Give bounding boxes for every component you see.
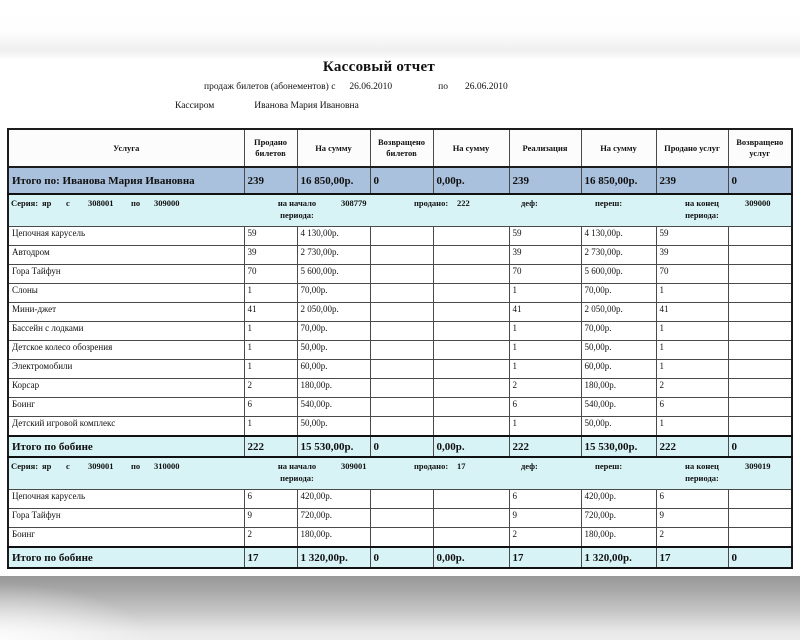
col-header-sold-tickets: Продано билетов [244, 129, 297, 167]
col-header-service: Услуга [8, 129, 244, 167]
cell [728, 265, 792, 284]
table-row [8, 398, 792, 417]
cell [728, 360, 792, 379]
cell [433, 417, 509, 437]
table-row [8, 509, 792, 528]
total-cell: 1 320,00р. [581, 547, 656, 568]
cell: 70,00р. [581, 322, 656, 341]
grand-total-cell: 16 850,00р. [581, 167, 656, 194]
po-label: по [438, 82, 448, 92]
grand-total-cell: 239 [656, 167, 728, 194]
total-cell: 222 [656, 436, 728, 457]
cell: 5 600,00р. [297, 265, 370, 284]
cell: 70,00р. [297, 284, 370, 303]
cell: 59 [509, 227, 581, 246]
service-name: Цепочная карусель [8, 490, 244, 509]
series-sold-value: 17 [457, 461, 466, 471]
cell: 540,00р. [297, 398, 370, 417]
section-total-row-1 [8, 436, 792, 457]
service-name: Автодром [8, 246, 244, 265]
page-title: Кассовый отчет [322, 59, 436, 75]
series-name: яр [42, 461, 52, 471]
service-name: Боинг [8, 398, 244, 417]
cell: 9 [509, 509, 581, 528]
report-subtitle [204, 82, 508, 92]
cell [728, 398, 792, 417]
grand-total-row [8, 167, 792, 194]
cashier-name: Иванова Мария Ивановна [254, 101, 359, 111]
cell [370, 322, 433, 341]
col-header-sold-services: Продано услуг [656, 129, 728, 167]
cell [433, 303, 509, 322]
cell: 1 [244, 360, 297, 379]
cell [370, 246, 433, 265]
cell: 60,00р. [297, 360, 370, 379]
cell: 1 [244, 417, 297, 437]
cell [728, 227, 792, 246]
service-name: Корсар [8, 379, 244, 398]
cell [370, 303, 433, 322]
service-name: Цепочная карусель [8, 227, 244, 246]
cell: 70,00р. [297, 322, 370, 341]
service-name: Мини-джет [8, 303, 244, 322]
cell: 50,00р. [581, 417, 656, 437]
cell [433, 398, 509, 417]
cell [433, 379, 509, 398]
table-row [8, 284, 792, 303]
series-sold-label: продано: [414, 198, 449, 208]
total-cell: 1 320,00р. [297, 547, 370, 568]
cell [370, 284, 433, 303]
cell [433, 246, 509, 265]
cell: 59 [656, 227, 728, 246]
section-total-label: Итого по бобине [8, 436, 244, 457]
cell: 2 050,00р. [297, 303, 370, 322]
cell: 2 [244, 379, 297, 398]
total-cell: 0,00р. [433, 436, 509, 457]
cell [433, 528, 509, 548]
table-row [8, 379, 792, 398]
service-name: Боинг [8, 528, 244, 548]
table-row [8, 246, 792, 265]
cell [370, 417, 433, 437]
table-row [8, 322, 792, 341]
cell: 6 [244, 398, 297, 417]
cell: 60,00р. [581, 360, 656, 379]
cell: 39 [509, 246, 581, 265]
series-from-value: 309001 [88, 461, 114, 471]
cell [370, 490, 433, 509]
cell: 1 [244, 284, 297, 303]
total-cell: 0 [728, 547, 792, 568]
cell: 420,00р. [297, 490, 370, 509]
table-row [8, 360, 792, 379]
cell: 50,00р. [581, 341, 656, 360]
cell: 180,00р. [581, 379, 656, 398]
total-cell: 15 530,00р. [297, 436, 370, 457]
table-row [8, 303, 792, 322]
cell [728, 246, 792, 265]
cell [370, 341, 433, 360]
series-from-label: с [66, 198, 70, 208]
cell [370, 398, 433, 417]
cell [728, 509, 792, 528]
series-def-label: деф: [521, 198, 538, 208]
series-label: Серия: [11, 198, 39, 208]
cell: 41 [656, 303, 728, 322]
col-header-returned-tickets: Возвращено билетов [370, 129, 433, 167]
cell: 1 [509, 341, 581, 360]
cell: 39 [244, 246, 297, 265]
header-row [8, 129, 792, 167]
service-name: Гора Тайфун [8, 509, 244, 528]
series-peresh-label: переш: [595, 198, 623, 208]
total-cell: 17 [656, 547, 728, 568]
cell: 70 [244, 265, 297, 284]
series-name: яр [42, 198, 52, 208]
cell: 70 [656, 265, 728, 284]
series-start-value: 308779 [341, 198, 367, 208]
total-cell: 0 [370, 547, 433, 568]
col-header-sum-1: На сумму [297, 129, 370, 167]
grand-total-cell: 239 [244, 167, 297, 194]
table-row [8, 417, 792, 437]
cell: 720,00р. [297, 509, 370, 528]
series-from-value: 308001 [88, 198, 114, 208]
total-cell: 17 [244, 547, 297, 568]
cell: 4 130,00р. [297, 227, 370, 246]
grand-total-cell: 239 [509, 167, 581, 194]
grand-total-cell: 0 [370, 167, 433, 194]
series-sold-label: продано: [414, 461, 449, 471]
cell: 2 730,00р. [581, 246, 656, 265]
cell [728, 303, 792, 322]
series-to-value: 310000 [154, 461, 180, 471]
series-start-value: 309001 [341, 461, 367, 471]
series-peresh-label: переш: [595, 461, 623, 471]
cell: 420,00р. [581, 490, 656, 509]
cell: 41 [244, 303, 297, 322]
cell: 70,00р. [581, 284, 656, 303]
cell: 1 [656, 417, 728, 437]
cell: 1 [509, 360, 581, 379]
cell: 1 [656, 284, 728, 303]
series-end-label: на конец периода: [685, 461, 719, 483]
cell: 59 [244, 227, 297, 246]
series-po-label: по [131, 461, 141, 471]
cell: 180,00р. [581, 528, 656, 548]
cell: 4 130,00р. [581, 227, 656, 246]
cell: 5 600,00р. [581, 265, 656, 284]
series-start-label: на начало периода: [277, 198, 317, 220]
cell: 540,00р. [581, 398, 656, 417]
total-cell: 222 [509, 436, 581, 457]
total-cell: 15 530,00р. [581, 436, 656, 457]
cell: 720,00р. [581, 509, 656, 528]
cell: 2 [509, 379, 581, 398]
grand-total-label: Итого по: Иванова Мария Ивановна [8, 167, 244, 194]
cell [433, 227, 509, 246]
cell: 1 [244, 341, 297, 360]
cell [728, 379, 792, 398]
col-header-returned-services: Возвращено услуг [728, 129, 792, 167]
cell: 50,00р. [297, 417, 370, 437]
date-to: 26.06.2010 [465, 82, 508, 92]
service-name: Детское колесо обозрения [8, 341, 244, 360]
cell: 1 [656, 360, 728, 379]
total-cell: 0 [370, 436, 433, 457]
cell: 2 [509, 528, 581, 548]
cell [433, 509, 509, 528]
cell [433, 360, 509, 379]
cell [370, 227, 433, 246]
date-from: 26.06.2010 [349, 82, 393, 92]
series-start-label: на начало периода: [277, 461, 317, 483]
table-row [8, 227, 792, 246]
cell: 6 [656, 398, 728, 417]
service-name: Слоны [8, 284, 244, 303]
cell [728, 284, 792, 303]
series-from-label: с [66, 461, 70, 471]
cell: 6 [656, 490, 728, 509]
cell: 1 [509, 284, 581, 303]
series-end-value: 309019 [745, 461, 771, 471]
table-row [8, 490, 792, 509]
cell [433, 284, 509, 303]
service-name: Бассейн с лодками [8, 322, 244, 341]
cell: 2 [656, 528, 728, 548]
cell: 70 [509, 265, 581, 284]
cashier-line [175, 101, 359, 111]
page-top-sheen [0, 0, 800, 58]
cash-report-table [7, 128, 793, 569]
series-po-label: по [131, 198, 141, 208]
series-end-value: 309000 [745, 198, 771, 208]
cell: 39 [656, 246, 728, 265]
section-total-row-2 [8, 547, 792, 568]
page-bottom-shadow [0, 576, 800, 640]
grand-total-cell: 16 850,00р. [297, 167, 370, 194]
col-header-realization: Реализация [509, 129, 581, 167]
subtitle-prefix: продаж билетов (абонементов) с [204, 82, 336, 92]
table-row [8, 265, 792, 284]
total-cell: 17 [509, 547, 581, 568]
cell [433, 322, 509, 341]
cell: 2 [244, 528, 297, 548]
service-name: Гора Тайфун [8, 265, 244, 284]
col-header-sum-3: На сумму [581, 129, 656, 167]
series-label: Серия: [11, 461, 39, 471]
cell: 2 730,00р. [297, 246, 370, 265]
series-end-label: на конец периода: [685, 198, 719, 220]
cell: 50,00р. [297, 341, 370, 360]
cell [370, 265, 433, 284]
service-name: Электромобили [8, 360, 244, 379]
cell [728, 341, 792, 360]
cell [370, 509, 433, 528]
cell [728, 322, 792, 341]
cell: 1 [656, 322, 728, 341]
table-row [8, 341, 792, 360]
series-row-2 [8, 457, 792, 490]
total-cell: 0,00р. [433, 547, 509, 568]
cell [370, 379, 433, 398]
cell: 1 [509, 417, 581, 437]
cell [433, 265, 509, 284]
cell [370, 528, 433, 548]
cell: 180,00р. [297, 528, 370, 548]
cell: 1 [244, 322, 297, 341]
cell: 6 [509, 398, 581, 417]
cell: 1 [656, 341, 728, 360]
cell: 9 [244, 509, 297, 528]
cell [728, 490, 792, 509]
series-row-1 [8, 194, 792, 227]
cell [370, 360, 433, 379]
cell: 6 [244, 490, 297, 509]
cell: 41 [509, 303, 581, 322]
cell: 1 [509, 322, 581, 341]
service-name: Детский игровой комплекс [8, 417, 244, 437]
cell: 6 [509, 490, 581, 509]
total-cell: 0 [728, 436, 792, 457]
cell: 2 050,00р. [581, 303, 656, 322]
grand-total-cell: 0,00р. [433, 167, 509, 194]
cell [433, 341, 509, 360]
cell [433, 490, 509, 509]
section-total-label: Итого по бобине [8, 547, 244, 568]
total-cell: 222 [244, 436, 297, 457]
cashier-label: Кассиром [175, 101, 215, 111]
col-header-sum-2: На сумму [433, 129, 509, 167]
series-sold-value: 222 [457, 198, 470, 208]
cell: 180,00р. [297, 379, 370, 398]
table-row [8, 528, 792, 548]
cell [728, 417, 792, 437]
cell [728, 528, 792, 548]
cell: 2 [656, 379, 728, 398]
series-def-label: деф: [521, 461, 538, 471]
grand-total-cell: 0 [728, 167, 792, 194]
series-to-value: 309000 [154, 198, 180, 208]
cell: 9 [656, 509, 728, 528]
